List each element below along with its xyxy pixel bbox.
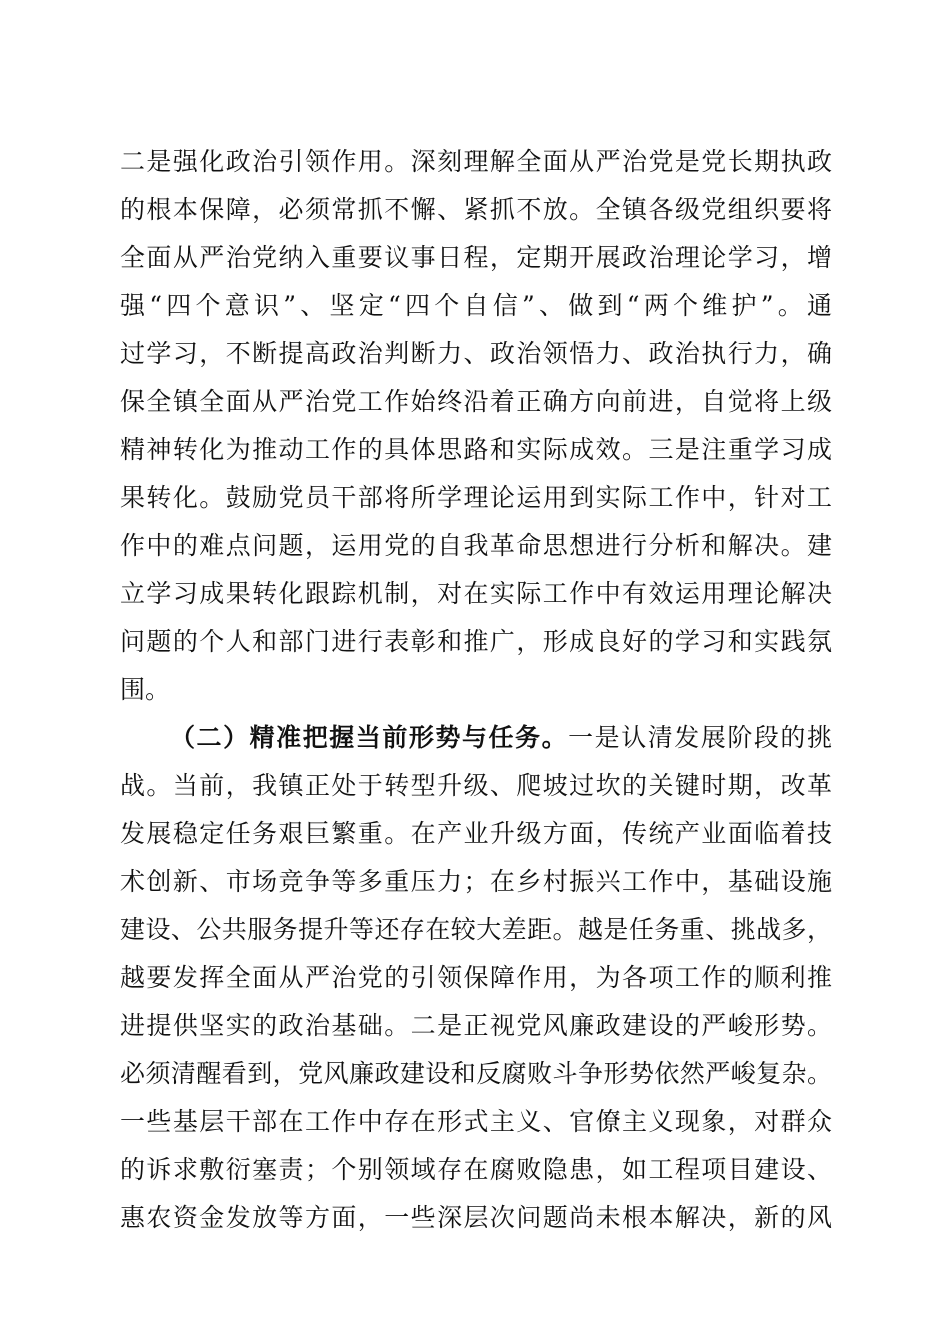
text-line: 问题的个人和部门进行表彰和推广，形成良好的学习和实践氛 <box>120 627 832 656</box>
text-line: 立学习成果转化跟踪机制，对在实际工作中有效运用理论解决 <box>120 579 832 608</box>
text-line: 战。当前，我镇正处于转型升级、爬坡过坎的关键时期，改革 <box>120 771 832 800</box>
text-line: 惠农资金发放等方面，一些深层次问题尚未根本解决，新的风 <box>120 1203 832 1232</box>
text-line: 二是强化政治引领作用。深刻理解全面从严治党是党长期执政 <box>120 147 832 176</box>
text-line: 的根本保障，必须常抓不懈、紧抓不放。全镇各级党组织要将 <box>120 195 832 224</box>
text-line: 建设、公共服务提升等还存在较大差距。越是任务重、挑战多， <box>120 915 832 944</box>
first-line-text: 一是认清发展阶段的挑 <box>568 723 832 752</box>
text-line: 越要发挥全面从严治党的引领保障作用，为各项工作的顺利推 <box>120 963 832 992</box>
document-body <box>120 138 832 1242</box>
text-line: 必须清醒看到，党风廉政建设和反腐败斗争形势依然严峻复杂。 <box>120 1059 832 1088</box>
paragraph-first-line <box>120 714 832 762</box>
text-line: 过学习，不断提高政治判断力、政治领悟力、政治执行力，确 <box>120 339 832 368</box>
text-line: 术创新、市场竞争等多重压力；在乡村振兴工作中，基础设施 <box>120 867 832 896</box>
text-line: 精神转化为推动工作的具体思路和实际成效。三是注重学习成 <box>120 435 832 464</box>
text-line: 果转化。鼓励党员干部将所学理论运用到实际工作中，针对工 <box>120 483 832 512</box>
paragraph-political-leadership <box>120 138 832 714</box>
text-line: 围。 <box>120 675 171 704</box>
text-line: 发展稳定任务艰巨繁重。在产业升级方面，传统产业面临着技 <box>120 819 832 848</box>
text-line: 的诉求敷衍塞责；个别领域存在腐败隐患，如工程项目建设、 <box>120 1155 832 1184</box>
text-line: 保全镇全面从严治党工作始终沿着正确方向前进，自觉将上级 <box>120 387 832 416</box>
text-line: 一些基层干部在工作中存在形式主义、官僚主义现象，对群众 <box>120 1107 832 1136</box>
text-line: 作中的难点问题，运用党的自我革命思想进行分析和解决。建 <box>120 531 832 560</box>
text-line: 进提供坚实的政治基础。二是正视党风廉政建设的严峻形势。 <box>120 1011 832 1040</box>
text-line: 强“四个意识”、坚定“四个自信”、做到“两个维护”。通 <box>120 291 832 320</box>
paragraph-situation-tasks <box>120 714 832 1242</box>
text-line: 全面从严治党纳入重要议事日程，定期开展政治理论学习，增 <box>120 243 832 272</box>
section-heading: （二）精准把握当前形势与任务。 <box>170 723 569 752</box>
